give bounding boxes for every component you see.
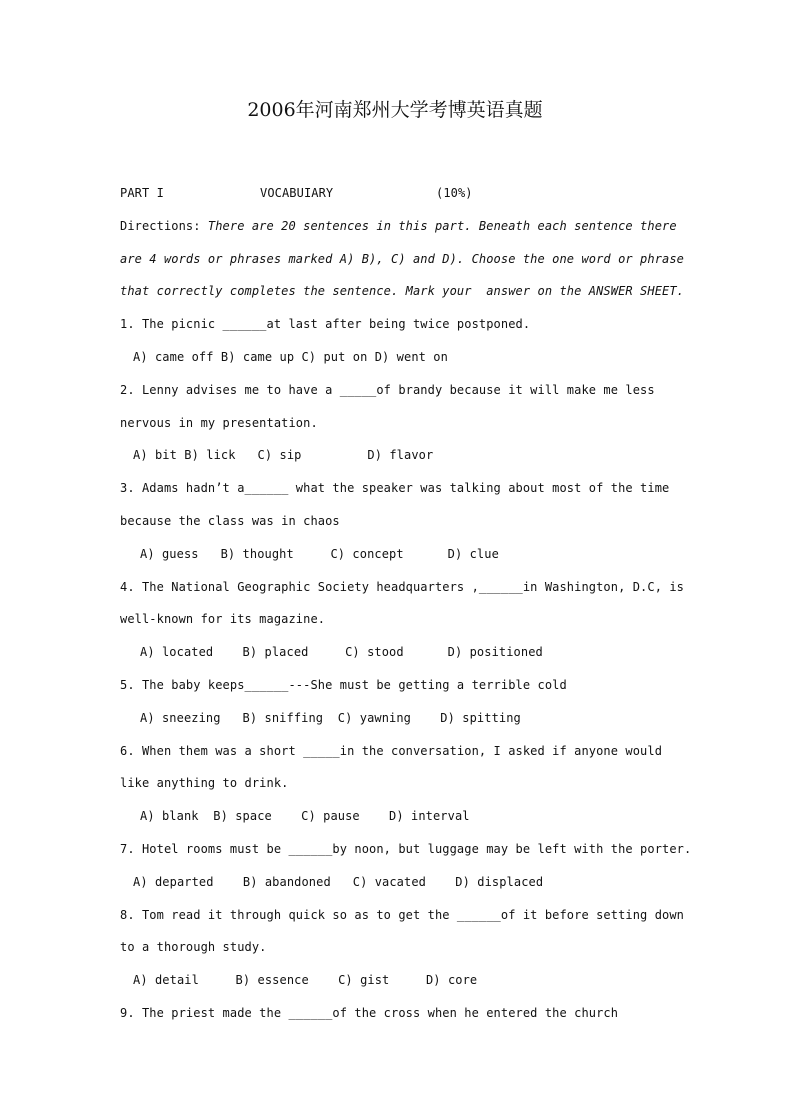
question-3-options: A) guess B) thought C) concept D) clue bbox=[140, 546, 499, 561]
part-heading bbox=[120, 177, 680, 210]
question-6-stem-cont: like anything to drink. bbox=[120, 776, 289, 791]
question-2-options: A) bit B) lick C) sip D) flavor bbox=[133, 448, 434, 463]
question-4-options: A) located B) placed C) stood D) positioned bbox=[140, 645, 543, 660]
part-label: PART I bbox=[120, 186, 164, 200]
question-1-options: A) came off B) came up C) put on D) went on bbox=[133, 349, 448, 364]
question-9-stem: 9. The priest made the ______of the cross when he entered the church bbox=[120, 1005, 619, 1020]
question-4-stem: 4. The National Geographic Society headquarters ,______in Washington, D.C, is bbox=[120, 579, 684, 594]
question-7-options: A) departed B) abandoned C) vacated D) displaced bbox=[133, 874, 544, 889]
question-5-stem: 5. The baby keeps______---She must be getting a terrible cold bbox=[120, 677, 567, 692]
question-8-stem-cont: to a thorough study. bbox=[120, 940, 267, 955]
directions-text: There are 20 sentences in this part. Beneath each sentence there bbox=[207, 218, 677, 233]
page-title: 2006年河南郑州大学考博英语真题 bbox=[247, 99, 543, 121]
question-6-options: A) blank B) space C) pause D) interval bbox=[140, 809, 470, 824]
question-8-stem: 8. Tom read it through quick so as to get the ______of it before setting down bbox=[120, 907, 684, 922]
question-5-options: A) sneezing B) sniffing C) yawning D) spitting bbox=[140, 710, 521, 725]
question-1-stem: 1. The picnic ______at last after being twice postponed. bbox=[120, 317, 531, 332]
question-7-stem: 7. Hotel rooms must be ______by noon, but luggage may be left with the porter. bbox=[120, 841, 692, 856]
question-6-stem: 6. When them was a short _____in the conversation, I asked if anyone would bbox=[120, 743, 663, 758]
document-body bbox=[120, 177, 692, 1030]
question-3-stem-cont: because the class was in chaos bbox=[120, 513, 340, 528]
question-3-stem: 3. Adams hadn’t a______ what the speaker was talking about most of the time bbox=[120, 481, 670, 496]
question-2-stem: 2. Lenny advises me to have a _____of brandy because it will make me less bbox=[120, 382, 655, 397]
question-2-stem-cont: nervous in my presentation. bbox=[120, 415, 318, 430]
part-weight: (10%) bbox=[436, 186, 473, 200]
question-8-options: A) detail B) essence C) gist D) core bbox=[133, 973, 478, 988]
directions-line bbox=[120, 210, 680, 243]
part-name: VOCABUIARY bbox=[260, 186, 334, 200]
directions-line: are 4 words or phrases marked A) B), C) and D). Choose the one word or phrase bbox=[120, 251, 684, 266]
directions-line: that correctly completes the sentence. Mark your answer on the ANSWER SHEET. bbox=[120, 284, 684, 299]
directions-label: Directions: bbox=[120, 218, 208, 233]
question-4-stem-cont: well-known for its magazine. bbox=[120, 612, 326, 627]
